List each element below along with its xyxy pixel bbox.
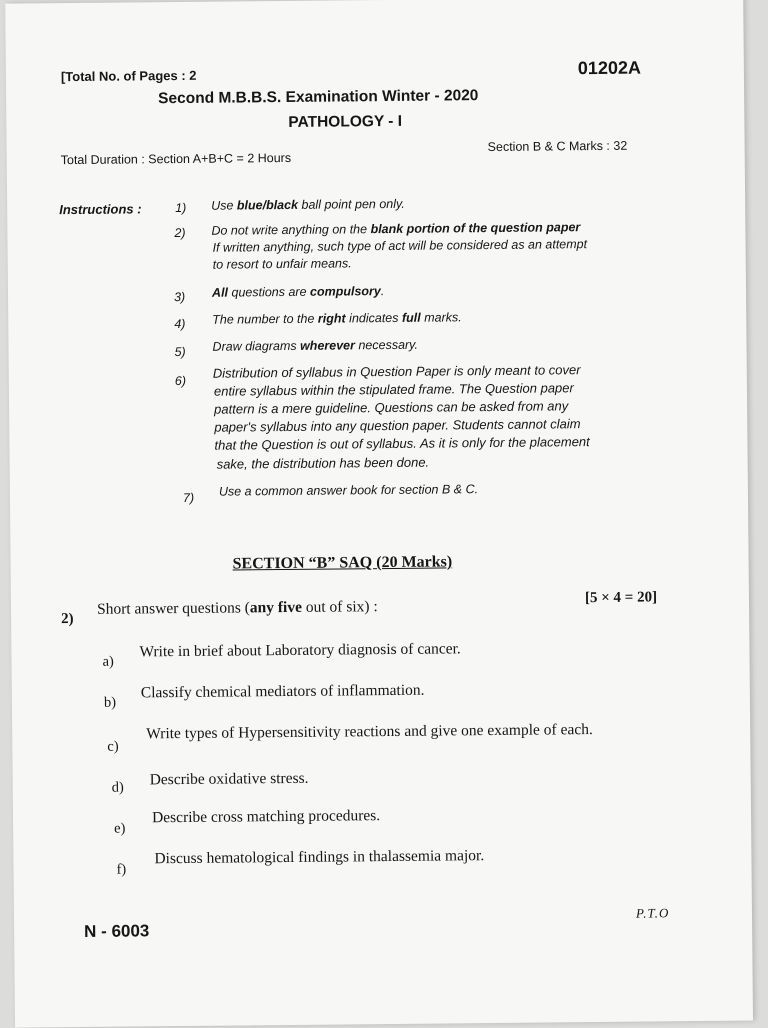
exam-title: Second M.B.B.S. Examination Winter - 2020 <box>158 87 479 108</box>
sub-question-letter: a) <box>102 653 114 670</box>
sub-question-text: Write types of Hypersensitivity reactions and give one example of each. <box>146 721 593 743</box>
instruction-line: entire syllabus within the stipulated frame. The Question paper <box>213 380 574 399</box>
instruction-number: 3) <box>173 289 186 305</box>
instruction-line: Distribution of syllabus in Question Paper is only meant to cover <box>212 362 581 381</box>
instruction-number: 7) <box>182 490 195 505</box>
footer-code: N - 6003 <box>84 921 150 941</box>
section-marks: Section B & C Marks : 32 <box>487 138 628 155</box>
instruction-line: Use blue/black ball point pen only. <box>211 196 405 213</box>
sub-question-letter: e) <box>114 820 126 837</box>
instruction-line: Use a common answer book for section B & C. <box>218 482 479 499</box>
total-duration: Total Duration : Section A+B+C = 2 Hours <box>60 150 292 168</box>
sub-question-letter: b) <box>103 694 117 711</box>
instruction-line: pattern is a mere guideline. Questions can be asked from any <box>214 398 569 417</box>
sub-question-text: Classify chemical mediators of inflammation. <box>140 681 425 702</box>
question-paper <box>5 0 753 1028</box>
question-number: 2) <box>61 611 74 628</box>
instruction-number: 6) <box>174 373 187 389</box>
instruction-line: paper's syllabus into any question paper. Students cannot claim <box>214 416 581 435</box>
instruction-line: Do not write anything on the blank portion of the question paper <box>211 220 581 238</box>
instruction-line: Draw diagrams wherever necessary. <box>212 337 419 354</box>
question-text: Short answer questions (any five out of six) : <box>96 598 378 618</box>
section-heading: SECTION “B” SAQ (20 Marks) <box>232 553 453 573</box>
sub-question-text: Describe cross matching procedures. <box>151 807 381 827</box>
instruction-number: 4) <box>174 316 186 332</box>
instruction-number: 2) <box>174 225 186 241</box>
instructions-label: Instructions : <box>59 201 142 218</box>
sub-question-letter: f) <box>116 861 127 878</box>
paper-code: 01202A <box>577 57 642 79</box>
sub-question-letter: c) <box>107 738 119 755</box>
instruction-number: 1) <box>175 200 187 216</box>
instruction-line: to resort to unfair means. <box>212 256 352 272</box>
instruction-line: If written anything, such type of act will be considered as an attempt <box>212 237 588 255</box>
instruction-line: The number to the right indicates full marks. <box>212 310 462 327</box>
sub-question-letter: d) <box>111 779 124 796</box>
sub-question-text: Write in brief about Laboratory diagnosis of cancer. <box>139 640 461 661</box>
subject-title: PATHOLOGY - I <box>288 112 403 131</box>
sub-question-text: Discuss hematological findings in thalassemia major. <box>154 847 485 868</box>
instruction-line: that the Question is out of syllabus. As it is only for the placement <box>214 434 590 453</box>
sub-question-text: Describe oxidative stress. <box>149 769 309 789</box>
pto-label: P.T.O <box>635 905 670 921</box>
instruction-number: 5) <box>174 344 186 360</box>
question-marks: [5 × 4 = 20] <box>584 589 658 607</box>
instruction-line: sake, the distribution has been done. <box>216 454 430 472</box>
total-pages: [Total No. of Pages : 2 <box>60 67 197 85</box>
instruction-line: All questions are compulsory. <box>211 284 385 300</box>
